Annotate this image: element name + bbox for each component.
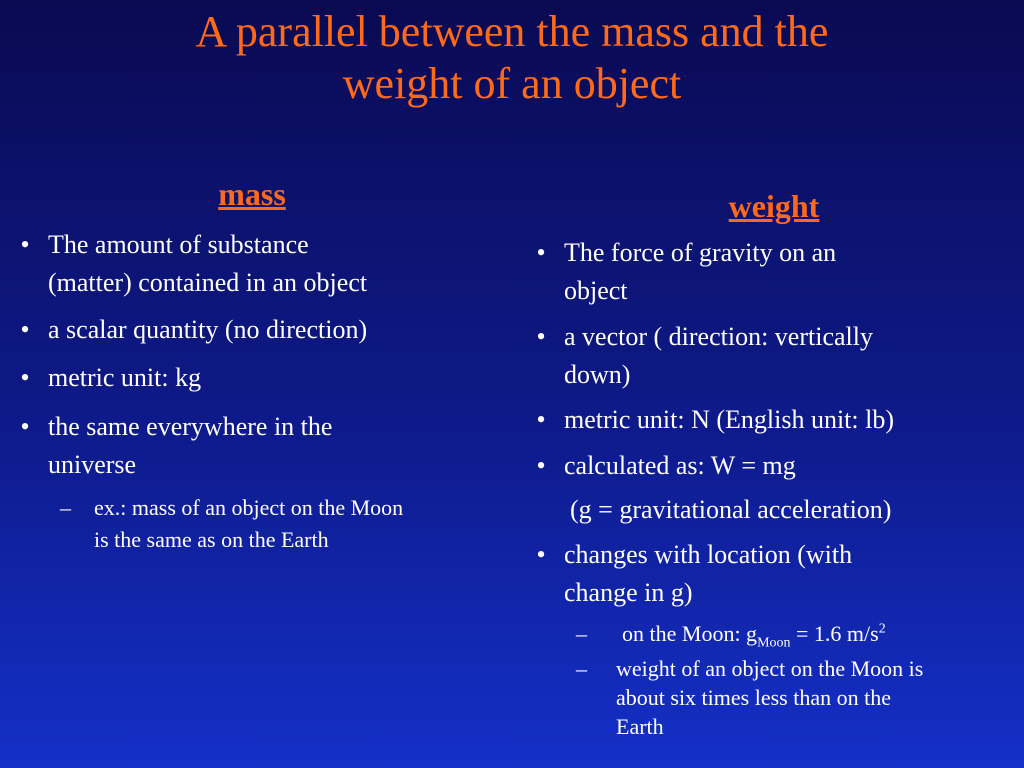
weight-formula-note: (g = gravitational acceleration)	[570, 495, 892, 524]
weight-bullet-definition-line-1: The force of gravity on an	[564, 238, 837, 267]
weight-sub-moon-weight-line-1: weight of an object on the Moon is	[616, 656, 924, 681]
bullet-marker: •	[536, 540, 546, 569]
dash-marker: –	[576, 656, 587, 681]
bullet-marker: •	[20, 315, 30, 344]
weight-bullet-vector-line-1: a vector ( direction: vertically	[564, 322, 873, 351]
slide-title	[0, 6, 1024, 110]
mass-bullet-definition-line-2: (matter) contained in an object	[48, 268, 368, 297]
bullet-marker: •	[536, 451, 546, 480]
weight-bullet-unit	[526, 400, 1020, 440]
mass-column	[10, 226, 500, 556]
mass-sub-example-line-1: ex.: mass of an object on the Moon	[94, 495, 404, 520]
mass-bullet-everywhere-line-2: universe	[48, 450, 137, 479]
weight-bullet-vector	[526, 318, 1020, 394]
bullet-marker: •	[20, 363, 30, 392]
bullet-marker: •	[536, 322, 546, 351]
mass-bullet-definition-line-1: The amount of substance	[48, 230, 309, 259]
mass-sub-example-line-2: is the same as on the Earth	[94, 527, 329, 552]
weight-bullet-definition-line-2: object	[564, 276, 628, 305]
bullet-marker: •	[20, 412, 30, 441]
weight-heading: weight	[728, 188, 820, 224]
moon-gravity-superscript: 2	[878, 621, 886, 637]
weight-column	[526, 234, 1020, 741]
weight-bullet-formula-text: calculated as: W = mg	[564, 451, 796, 480]
mass-bullet-everywhere-line-1: the same everywhere in the	[48, 412, 333, 441]
moon-gravity-value: = 1.6 m/s	[790, 621, 879, 646]
mass-bullet-unit-text: metric unit: kg	[48, 363, 202, 392]
mass-sub-example	[10, 492, 500, 556]
dash-marker: –	[576, 621, 587, 646]
weight-bullet-location-line-2: change in g)	[564, 578, 693, 607]
mass-bullet-unit	[10, 358, 500, 398]
dash-marker: –	[60, 495, 71, 520]
weight-sub-moon-weight	[526, 654, 1020, 741]
mass-bullet-everywhere	[10, 408, 500, 484]
weight-bullet-formula	[526, 446, 1020, 486]
slide-title-line-2: weight of an object	[342, 59, 682, 108]
weight-sub-moon-weight-line-2: about six times less than on the	[616, 685, 891, 710]
weight-sub-moon-gravity	[526, 618, 1020, 650]
mass-bullet-definition	[10, 226, 500, 302]
mass-heading: mass	[218, 176, 286, 212]
weight-bullet-location	[526, 536, 1020, 612]
moon-gravity-text	[622, 618, 1020, 650]
mass-bullet-scalar-text: a scalar quantity (no direction)	[48, 315, 368, 344]
weight-bullet-location-line-1: changes with location (with	[564, 540, 853, 569]
weight-bullet-definition	[526, 234, 1020, 310]
moon-gravity-subscript: Moon	[757, 635, 791, 651]
weight-bullet-unit-text: metric unit: N (English unit: lb)	[564, 405, 895, 434]
mass-bullet-scalar	[10, 310, 500, 350]
bullet-marker: •	[20, 230, 30, 259]
weight-sub-moon-weight-line-3: Earth	[616, 714, 664, 739]
weight-bullet-vector-line-2: down)	[564, 360, 631, 389]
slide-title-line-1: A parallel between the mass and the	[195, 7, 829, 56]
bullet-marker: •	[536, 238, 546, 267]
moon-gravity-prefix: on the Moon: g	[622, 621, 758, 646]
bullet-marker: •	[536, 405, 546, 434]
